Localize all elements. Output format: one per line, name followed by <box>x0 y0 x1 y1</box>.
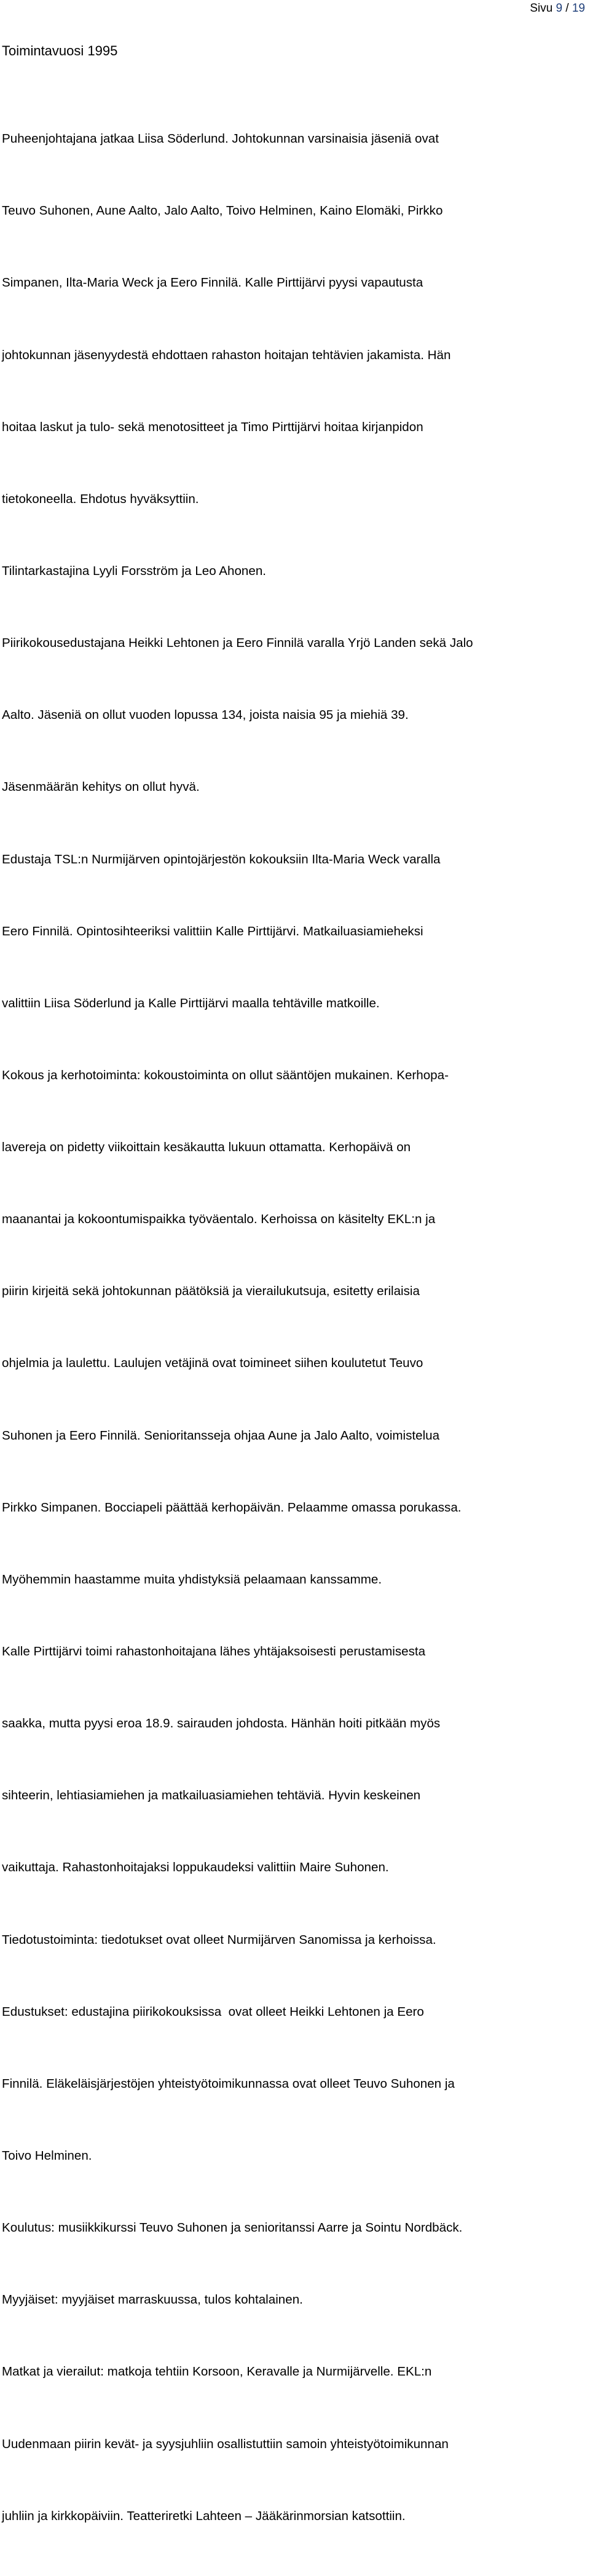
text-line: Teuvo Suhonen, Aune Aalto, Jalo Aalto, Toivo Helminen, Kaino Elomäki, Pirkko <box>2 204 443 218</box>
page-current: 9 <box>556 2 563 15</box>
text-line: Puheenjohtajana jatkaa Liisa Söderlund. Johtokunnan varsinaisia jäseniä ovat <box>2 132 439 146</box>
text-line: Tilintarkastajina Lyyli Forsström ja Leo Ahonen. <box>2 563 266 578</box>
body-text <box>2 79 589 2576</box>
text-line: Edustaja TSL:n Nurmijärven opintojärjestön kokouksiin Ilta-Maria Weck varalla <box>2 852 441 866</box>
section-heading: Toimintavuosi 1995 <box>2 43 118 58</box>
text-line: Jäsenmäärän kehitys on ollut hyvä. <box>2 780 200 795</box>
text-line: johtokunnan jäsenyydestä ehdottaen rahaston hoitajan tehtävien jakamista. Hän <box>2 347 451 362</box>
text-line: Kokous ja kerhotoiminta: kokoustoiminta on ollut sääntöjen mukainen. Kerhopa- <box>2 1068 449 1082</box>
text-line: Eero Finnilä. Opintosihteeriksi valittiin Kalle Pirttijärvi. Matkailuasiamieheksi <box>2 924 423 938</box>
text-line: Koulutus: musiikkikurssi Teuvo Suhonen ja senioritanssi Aarre ja Sointu Nordbäck. <box>2 2221 463 2235</box>
text-line: Simpanen, Ilta-Maria Weck ja Eero Finnilä. Kalle Pirttijärvi pyysi vapautusta <box>2 275 423 290</box>
text-line: Uudenmaan piirin kevät- ja syysjuhliin osallistuttiin samoin yhteistyötoimikunnan <box>2 2436 449 2451</box>
text-line: juhliin ja kirkkopäiviin. Teatteriretki Lahteen – Jääkärinmorsian katsottiin. <box>2 2508 406 2523</box>
text-line: Pirkko Simpanen. Bocciapeli päättää kerhopäivän. Pelaamme omassa porukassa. <box>2 1500 462 1515</box>
text-line: hoitaa laskut ja tulo- sekä menotositteet ja Timo Pirttijärvi hoitaa kirjanpidon <box>2 419 423 434</box>
text-line: Suhonen ja Eero Finnilä. Senioritansseja ohjaa Aune ja Jalo Aalto, voimistelua <box>2 1428 440 1443</box>
text-line: tietokoneella. Ehdotus hyväksyttiin. <box>2 491 199 506</box>
page-number <box>530 2 585 15</box>
text-line: Edustukset: edustajina piirikokouksissa ovat olleet Heikki Lehtonen ja Eero <box>2 2004 424 2019</box>
text-line: Myyjäiset: myyjäiset marraskuussa, tulos kohtalainen. <box>2 2293 303 2307</box>
text-line: Myöhemmin haastamme muita yhdistyksiä pelaamaan kanssamme. <box>2 1572 382 1587</box>
text-line: Aalto. Jäseniä on ollut vuoden lopussa 134, joista naisia 95 ja miehiä 39. <box>2 708 409 723</box>
text-line: valittiin Liisa Söderlund ja Kalle Pirttijärvi maalla tehtäville matkoille. <box>2 996 380 1010</box>
text-line: maanantai ja kokoontumispaikka työväentalo. Kerhoissa on käsitelty EKL:n ja <box>2 1212 436 1227</box>
text-line: Matkat ja vierailut: matkoja tehtiin Korsoon, Keravalle ja Nurmijärvelle. EKL:n <box>2 2364 432 2379</box>
text-line: lavereja on pidetty viikoittain kesäkautta lukuun ottamatta. Kerhopäivä on <box>2 1140 411 1155</box>
text-line: saakka, mutta pyysi eroa 18.9. sairauden johdosta. Hänhän hoiti pitkään myös <box>2 1716 441 1731</box>
text-line: Tiedotustoiminta: tiedotukset ovat olleet Nurmijärven Sanomissa ja kerhoissa. <box>2 1932 436 1947</box>
page-prefix: Sivu <box>530 2 556 15</box>
text-line: Kalle Pirttijärvi toimi rahastonhoitajana lähes yhtäjaksoisesti perustamisesta <box>2 1644 426 1659</box>
text-line: sihteerin, lehtiasiamiehen ja matkailuasiamiehen tehtäviä. Hyvin keskeinen <box>2 1788 421 1803</box>
text-line: Finnilä. Eläkeläisjärjestöjen yhteistyötoimikunnassa ovat olleet Teuvo Suhonen ja <box>2 2076 455 2091</box>
text-line: Piirikokousedustajana Heikki Lehtonen ja Eero Finnilä varalla Yrjö Landen sekä Jalo <box>2 636 473 651</box>
text-line: piirin kirjeitä sekä johtokunnan päätöksiä ja vierailukutsuja, esitetty erilaisia <box>2 1284 420 1299</box>
text-line: vaikuttaja. Rahastonhoitajaksi loppukaudeksi valittiin Maire Suhonen. <box>2 1860 389 1875</box>
text-line: ohjelmia ja laulettu. Laulujen vetäjinä ovat toimineet siihen koulutetut Teuvo <box>2 1356 423 1371</box>
page-separator: / <box>562 2 572 15</box>
text-line: Toivo Helminen. <box>2 2149 92 2163</box>
page-total: 19 <box>572 2 585 15</box>
